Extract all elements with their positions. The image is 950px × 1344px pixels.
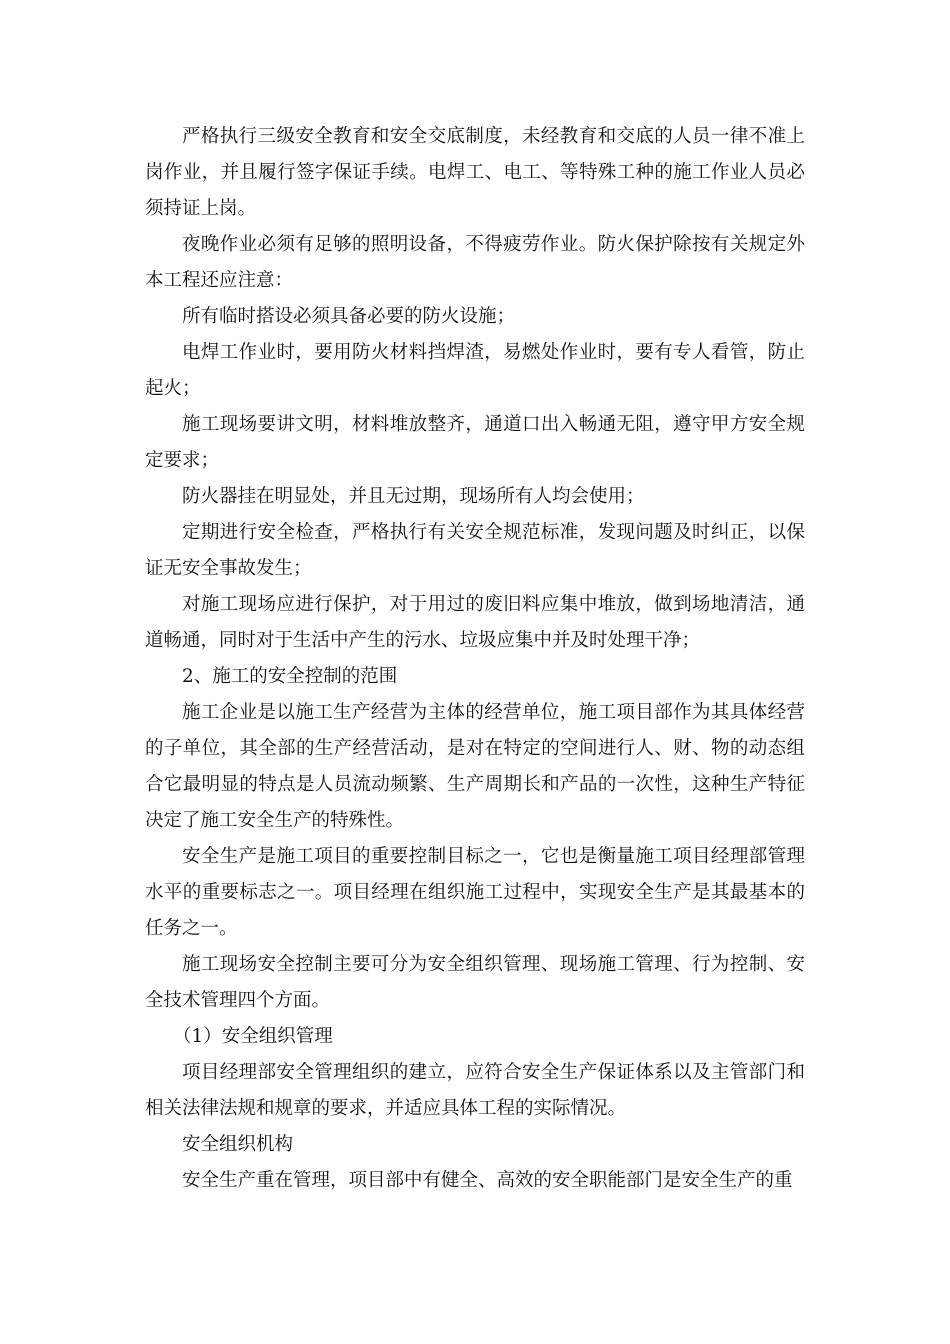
- paragraph-organization-setup: 项目经理部安全管理组织的建立，应符合安全生产保证体系以及主管部门和相关法律法规和规章的要求，并适应具体工程的实际情况。: [145, 1062, 805, 1119]
- paragraph-safety-education: 严格执行三级安全教育和安全交底制度，未经教育和交底的人员一律不准上岗作业，并且履行签字保证手续。电焊工、电工、等特殊工种的施工作业人员必须持证上岗。: [145, 126, 805, 219]
- subheading-safety-organization: （1）安全组织管理: [173, 1026, 333, 1047]
- paragraph-safety-inspection: 定期进行安全检查，严格执行有关安全规范标准，发现问题及时纠正，以保证无安全事故发生；: [145, 522, 805, 579]
- paragraph-welding-fire-protection: 电焊工作业时，要用防火材料挡焊渣，易燃处作业时，要有专人看管，防止起火；: [145, 342, 805, 399]
- paragraph-enterprise-characteristics: 施工企业是以施工生产经营为主体的经营单位，施工项目部作为其具体经营的子单位，其全部的生产经营活动，是对在特定的空间进行人、财、物的动态组合它最明显的特点是人员流动频繁、生产周期长和产品的一次性，这种生产特征决定了施工安全生产的特殊性。: [145, 702, 805, 831]
- subheading-safety-organization-structure: 安全组织机构: [182, 1134, 294, 1155]
- paragraph-civilized-site: 施工现场要讲文明，材料堆放整齐，通道口出入畅通无阻，遵守甲方安全规定要求；: [145, 414, 805, 471]
- paragraph-four-aspects: 施工现场安全控制主要可分为安全组织管理、现场施工管理、行为控制、安全技术管理四个方面。: [145, 954, 805, 1011]
- paragraph-night-work: 夜晚作业必须有足够的照明设备，不得疲劳作业。防火保护除按有关规定外本工程还应注意：: [145, 234, 805, 291]
- paragraph-safety-management: 安全生产重在管理，项目部中有健全、高效的安全职能部门是安全生产的重: [182, 1170, 793, 1191]
- document-body: [145, 119, 805, 1199]
- paragraph-temporary-fire-facilities: 所有临时搭设必须具备必要的防火设施；: [182, 306, 516, 327]
- paragraph-site-protection: 对施工现场应进行保护，对于用过的废旧料应集中堆放，做到场地清洁，通道畅通，同时对于生活中产生的污水、垃圾应集中并及时处理干净；: [145, 594, 805, 651]
- paragraph-safety-goal: 安全生产是施工项目的重要控制目标之一，它也是衡量施工项目经理部管理水平的重要标志之一。项目经理在组织施工过程中，实现安全生产是其最基本的任务之一。: [145, 846, 805, 939]
- paragraph-fire-extinguisher: 防火器挂在明显处，并且无过期，现场所有人均会使用；: [182, 486, 645, 507]
- section-heading-safety-control-scope: 2、施工的安全控制的范围: [182, 666, 398, 687]
